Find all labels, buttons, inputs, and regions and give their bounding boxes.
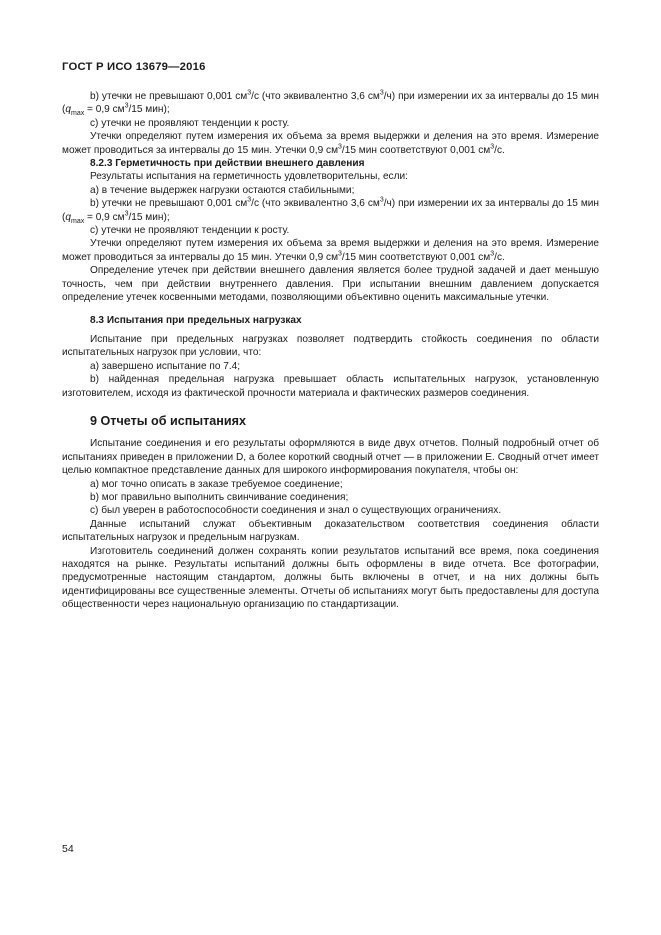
paragraph: Данные испытаний служат объективным доказательством соответствия соединения области испытательных нагрузок и предельным нагрузкам.	[62, 518, 599, 544]
paragraph: Утечки определяют путем измерения их объема за время выдержки и деления на это время. Измерение может проводиться за интервалы до 15 мин. Утечки 0,9 $см^3/15$ мин соответствуют 0,001 $см^3/с$.	[62, 131, 599, 156]
paragraph: Определение утечек при действии внешнего давления является более трудной задачей и дает меньшую точность, чем при действии внутреннего давления. При испытании внешним давлением допускается определение утечек косвенными методами, позволяющими объективно оценить максимальные утечки.	[62, 265, 599, 304]
paragraph: Испытание при предельных нагрузках позволяет подтвердить стойкость соединения по области испытательных нагрузок при условии, что:	[62, 333, 599, 359]
paragraph: Результаты испытания на герметичность удовлетворительны, если:	[90, 171, 408, 183]
paragraph: b) утечки не превышают 0,001 $см^3/с$ (что эквивалентно 3,6 $см^3/ч$) при измерении их за интервалы до 15 мин ($q_{max} = 0,9$ $см^3/15$ мин);	[62, 89, 599, 118]
paragraph: а) в течение выдержек нагрузки остаются стабильными;	[90, 184, 355, 196]
paragraph: Изготовитель соединений должен сохранять копии результатов испытаний все время, пока соединения находятся на рынке. Результаты испытаний должны быть оформлены в виде отчета. Все фотографии, предусмотренные настоящим стандартом, должны быть включены в отчет, и на них должны быть идентифицированы все существенные элементы. Отчеты об испытаниях могут быть предоставлены для доступа общественности через национальную организацию по стандартизации.	[62, 545, 599, 611]
paragraph: b) мог правильно выполнить свинчивание соединения;	[90, 491, 349, 503]
paragraph: Испытание соединения и его результаты оформляются в виде двух отчетов. Полный подробный отчет об испытаниях приведен в приложении D, а более короткий сводный отчет — в приложении Е. Сводный отчет имеет целью компактное представление данных для широкого информирования покупателя, чтобы он:	[62, 438, 599, 477]
page-number: 54	[62, 843, 74, 855]
paragraph: c) был уверен в работоспособности соединения и знал о существующих ограничениях.	[90, 505, 502, 517]
document-body	[62, 90, 599, 612]
paragraph: b) утечки не превышают 0,001 $см^3/с$ (что эквивалентно 3,6 $см^3/ч$) при измерении их за интервалы до 15 мин ($q_{max} = 0,9$ $см^3/15$ мин);	[62, 196, 599, 225]
paragraph: а) завершено испытание по 7.4;	[90, 360, 241, 372]
section-heading-9: 9 Отчеты об испытаниях	[90, 413, 246, 428]
paragraph: а) мог точно описать в заказе требуемое соединение;	[90, 478, 343, 490]
subsection-heading-8-2-3: 8.2.3 Герметичность при действии внешнего давления	[90, 158, 365, 170]
paragraph: c) утечки не проявляют тенденции к росту.	[90, 225, 290, 237]
paragraph: c) утечки не проявляют тенденции к росту.	[90, 117, 290, 129]
section-heading-8-3: 8.3 Испытания при предельных нагрузках	[90, 314, 302, 326]
paragraph: b) найденная предельная нагрузка превышает область испытательных нагрузок, установленную изготовителем, исходя из фактической прочности материала и фактических размеров соединения.	[62, 374, 599, 399]
document-header: ГОСТ Р ИСО 13679—2016	[62, 61, 206, 73]
paragraph: Утечки определяют путем измерения их объема за время выдержки и деления на это время. Измерение может проводиться за интервалы до 15 мин. Утечки 0,9 $см^3/15$ мин соответствуют 0,001 $см^3/с$.	[62, 238, 599, 263]
